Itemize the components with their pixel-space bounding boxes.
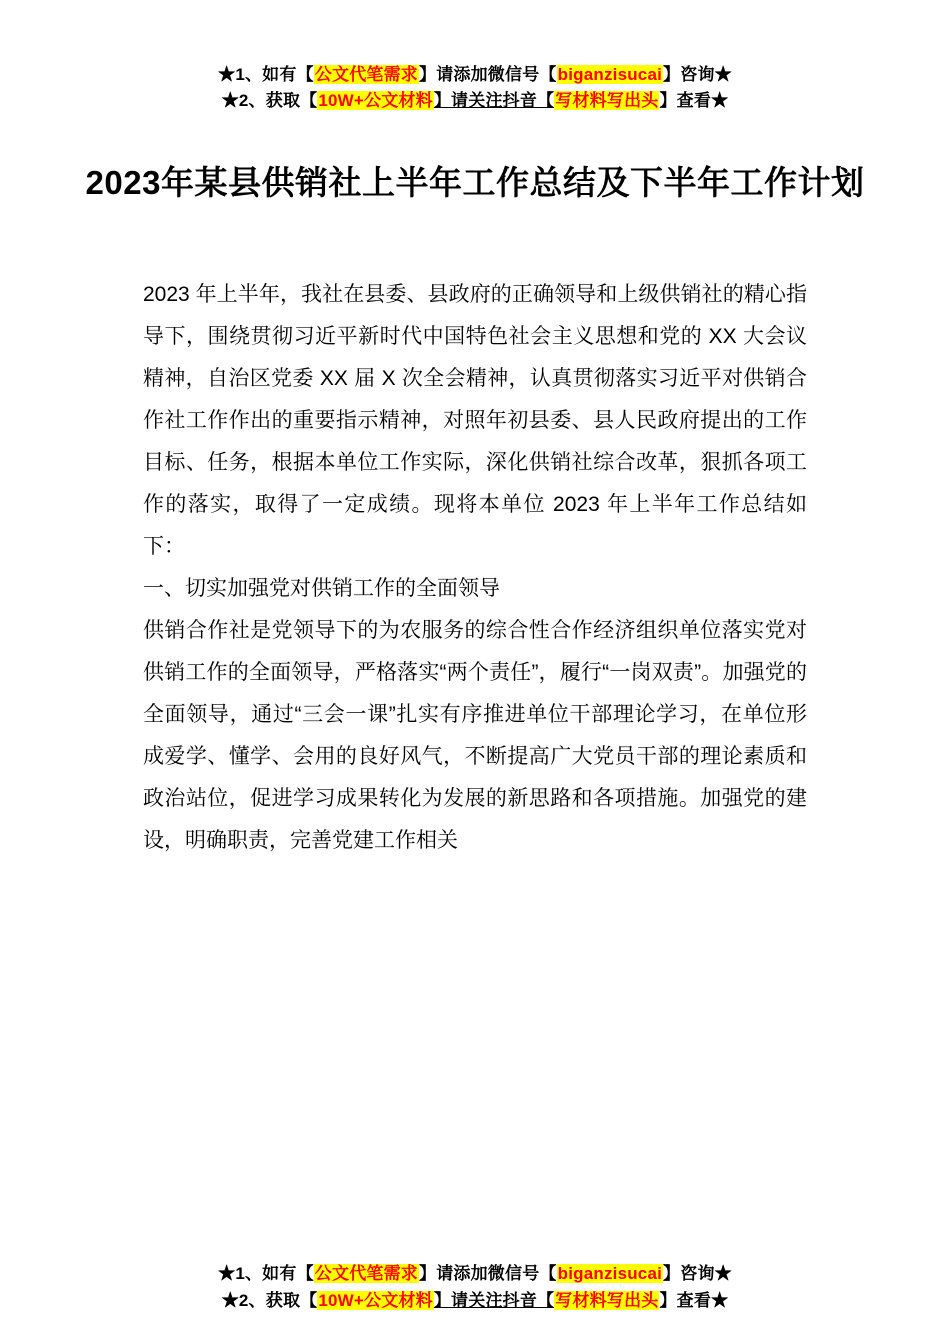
- star-left-icon-2: ★: [221, 91, 239, 111]
- document-body: [143, 216, 807, 1261]
- star-right-icon: ★: [714, 65, 732, 84]
- star-left-icon-3: ★: [218, 1264, 236, 1284]
- promo-highlight-service-bottom: 公文代笔需求: [314, 1264, 418, 1284]
- star-left-icon: ★: [218, 65, 236, 84]
- promo-mid-2: 】请关注抖音【: [433, 91, 555, 111]
- promo-prefix-4: 2、获取【: [238, 1290, 318, 1310]
- promo-line-2-bottom: [0, 1288, 950, 1314]
- promo-highlight-wechat: biganzisucai: [557, 65, 663, 84]
- promo-highlight-materials: 10W+公文材料: [318, 91, 433, 111]
- paragraph-section-1-body: 供销合作社是党领导下的为农服务的综合性合作经济组织单位落实党对供销工作的全面领导，严格落实“两个责任”，履行“一岗双责”。加强党的全面领导，通过“三会一课”扎实有序推进单位干部理论学习，在单位形成爱学、懂学、会用的良好风气，不断提高广大党员干部的理论素质和政治站位，促进学习成果转化为发展的新思路和各项措施。加强党的建设，明确职责，完善党建工作相关: [143, 619, 807, 853]
- promo-highlight-douyin-bottom: 写材料写出头: [555, 1290, 659, 1310]
- promo-highlight-service: 公文代笔需求: [314, 65, 418, 84]
- promo-banner-bottom: [0, 1261, 950, 1344]
- promo-highlight-douyin: 写材料写出头: [555, 91, 659, 111]
- promo-prefix-3: 1、如有【: [235, 1264, 314, 1284]
- star-right-icon-2: ★: [711, 91, 729, 111]
- promo-banner-top: [0, 0, 950, 115]
- promo-suffix: 】咨询: [663, 65, 715, 84]
- promo-suffix-4: 】查看: [659, 1290, 712, 1310]
- promo-prefix-2: 2、获取【: [238, 91, 318, 111]
- promo-mid: 】请添加微信号【: [419, 65, 557, 84]
- page-title: 2023年某县供销社上半年工作总结及下半年工作计划: [85, 163, 865, 201]
- promo-prefix: 1、如有【: [235, 65, 314, 84]
- promo-suffix-2: 】查看: [659, 91, 712, 111]
- promo-suffix-3: 】咨询: [663, 1264, 715, 1284]
- paragraph-intro: 2023 年上半年，我社在县委、县政府的正确领导和上级供销社的精心指导下，围绕贯彻习近平新时代中国特色社会主义思想和党的 XX 大会议精神，自治区党委 XX 届 X 次全会精神，认真贯彻落实习近平对供销合作社工作作出的重要指示精神，对照年初县委、县人民政府提出的工作目标、任务，根据本单位工作实际，深化供销社综合改革，狠抓各项工作的落实，取得了一定成绩。现将本单位 2023 年上半年工作总结如下：: [143, 283, 807, 559]
- promo-line-2: [0, 88, 950, 114]
- promo-highlight-wechat-bottom: biganzisucai: [557, 1264, 663, 1284]
- promo-line-1-bottom: [0, 1261, 950, 1287]
- section-heading-1: 一、切实加强党对供销工作的全面领导: [143, 577, 500, 601]
- star-right-icon-4: ★: [711, 1290, 729, 1310]
- promo-mid-4: 】请关注抖音【: [433, 1290, 555, 1310]
- star-right-icon-3: ★: [714, 1264, 732, 1284]
- promo-highlight-materials-bottom: 10W+公文材料: [318, 1290, 433, 1310]
- promo-mid-3: 】请添加微信号【: [419, 1264, 557, 1284]
- star-left-icon-4: ★: [221, 1290, 239, 1310]
- promo-line-1: [0, 62, 950, 88]
